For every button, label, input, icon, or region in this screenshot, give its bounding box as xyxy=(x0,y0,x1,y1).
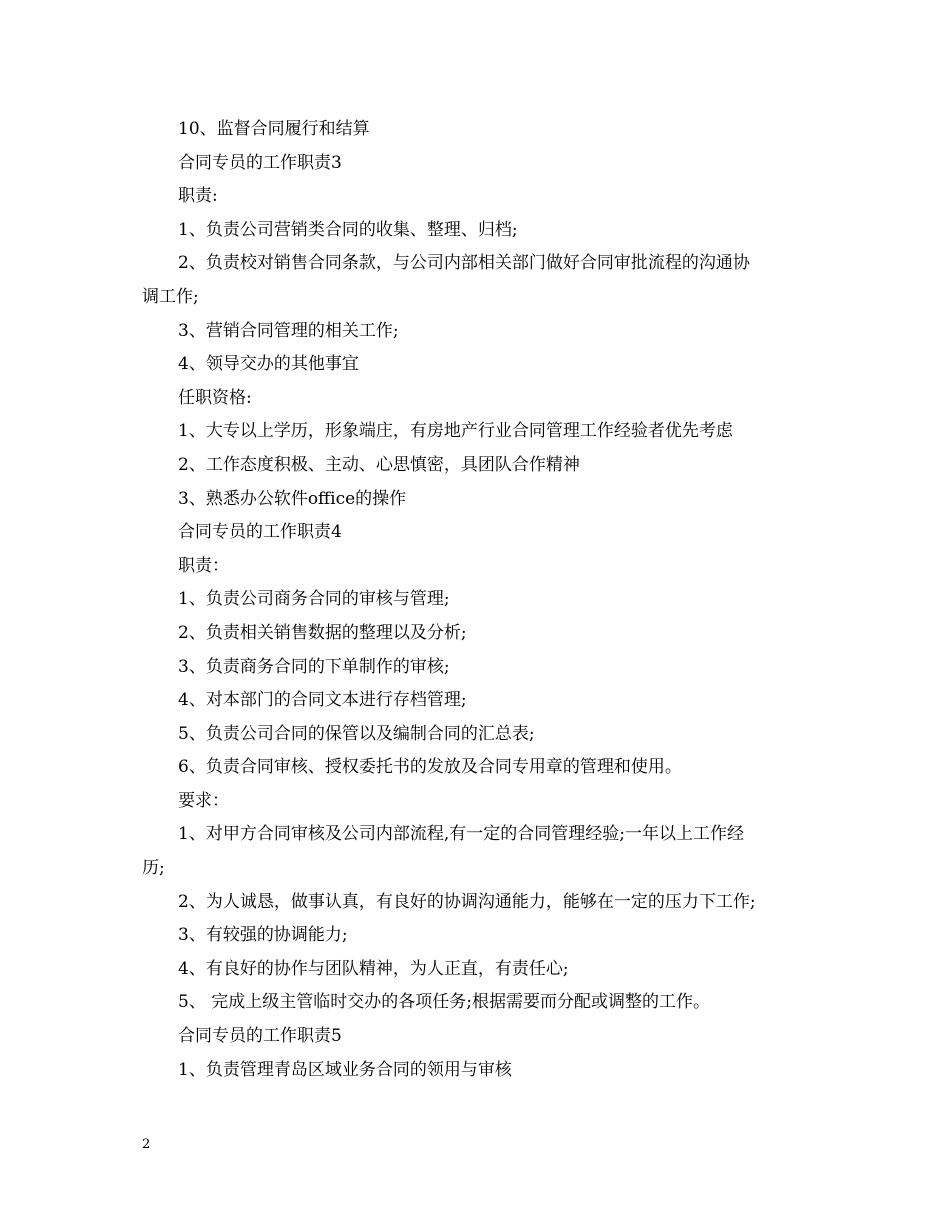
text-line: 2、负责校对销售合同条款，与公司内部相关部门做好合同审批流程的沟通协 xyxy=(178,253,750,274)
text-line: 历; xyxy=(142,858,165,879)
text-line: 2、工作态度积极、主动、心思慎密，具团队合作精神 xyxy=(178,454,580,475)
text-line: 5、负责公司合同的保管以及编制合同的汇总表; xyxy=(178,723,535,744)
text-line: 3、熟悉办公软件office的操作 xyxy=(178,488,407,509)
text-line: 合同专员的工作职责5 xyxy=(178,1026,342,1047)
page-number: 2 xyxy=(142,1137,151,1152)
text-line: 1、大专以上学历，形象端庄，有房地产行业合同管理工作经验者优先考虑 xyxy=(178,421,733,442)
text-line: 职责： xyxy=(178,555,229,576)
text-line: 5、 完成上级主管临时交办的各项任务;根据需要而分配或调整的工作。 xyxy=(178,992,710,1013)
document-body xyxy=(142,113,814,1087)
text-line: 4、领导交办的其他事宜 xyxy=(178,354,359,375)
text-line: 3、负责商务合同的下单制作的审核; xyxy=(178,656,450,677)
text-line: 1、负责公司商务合同的审核与管理; xyxy=(178,589,450,610)
text-line: 2、负责相关销售数据的整理以及分析; xyxy=(178,622,467,643)
text-line: 1、对甲方合同审核及公司内部流程,有一定的合同管理经验;一年以上工作经 xyxy=(178,824,744,845)
text-line: 3、营销合同管理的相关工作; xyxy=(178,320,399,341)
text-line: 调工作; xyxy=(142,286,199,307)
text-line: 3、有较强的协调能力; xyxy=(178,925,348,946)
text-line: 要求： xyxy=(178,790,229,811)
text-line: 10、监督合同履行和结算 xyxy=(178,119,370,139)
text-line: 合同专员的工作职责3 xyxy=(178,152,342,173)
text-line: 合同专员的工作职责4 xyxy=(178,522,342,543)
text-line: 1、负责公司营销类合同的收集、整理、归档; xyxy=(178,219,518,240)
text-line: 1、负责管理青岛区域业务合同的领用与审核 xyxy=(178,1059,512,1080)
text-line: 2、为人诚恳，做事认真，有良好的协调沟通能力，能够在一定的压力下工作; xyxy=(178,891,756,912)
text-line: 6、负责合同审核、授权委托书的发放及合同专用章的管理和使用。 xyxy=(178,757,682,778)
text-line: 4、有良好的协作与团队精神，为人正直，有责任心; xyxy=(178,958,569,979)
text-line: 4、对本部门的合同文本进行存档管理; xyxy=(178,690,467,711)
text-line: 任职资格: xyxy=(178,387,252,408)
text-line: 职责: xyxy=(178,186,218,207)
